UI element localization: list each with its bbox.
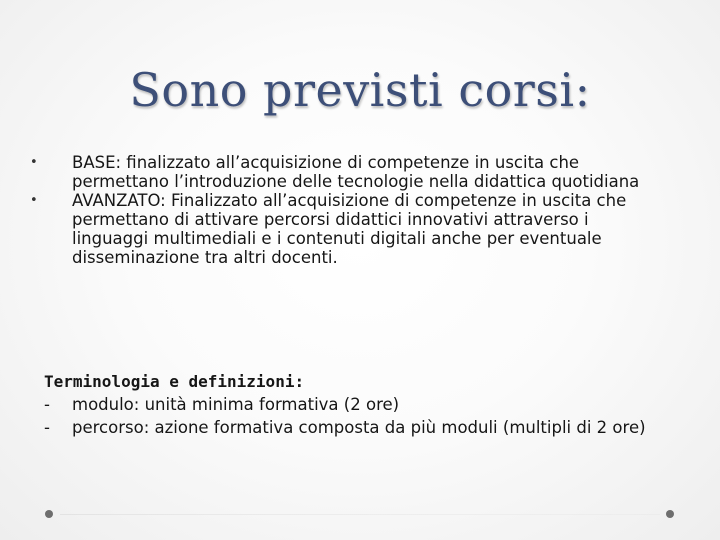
decorative-divider — [60, 514, 660, 515]
bullet-item-base — [26, 153, 666, 191]
bullet-marker: • — [30, 155, 38, 170]
decorative-dot-left — [45, 510, 53, 518]
decorative-dot-right — [666, 510, 674, 518]
term-marker: - — [44, 395, 50, 414]
bullet-item-avanzato — [26, 191, 666, 267]
term-marker: - — [44, 418, 50, 437]
term-item-percorso — [44, 416, 664, 439]
term-text: modulo: unità minima formativa (2 ore) — [72, 395, 400, 414]
term-item-modulo — [44, 393, 664, 416]
slide-title: Sono previsti corsi: — [129, 63, 591, 117]
course-bullet-list — [26, 153, 666, 267]
bullet-text: AVANZATO: Finalizzato all’acquisizione di competenze in uscita che permettano di attivare percorsi didattici innovativi attraverso i linguaggi multimediali e i contenuti digitali anche per eventuale disseminazione tra altri docenti. — [72, 191, 627, 267]
term-text: percorso: azione formativa composta da più moduli (multipli di 2 ore) — [72, 418, 646, 437]
bullet-text: BASE: finalizzato all’acquisizione di competenze in uscita che permettano l’introduzione delle tecnologie nella didattica quotidiana — [72, 153, 640, 191]
terminology-heading: Terminologia e definizioni: — [44, 372, 305, 391]
bullet-marker: • — [30, 193, 38, 208]
terminology-section — [44, 370, 664, 439]
